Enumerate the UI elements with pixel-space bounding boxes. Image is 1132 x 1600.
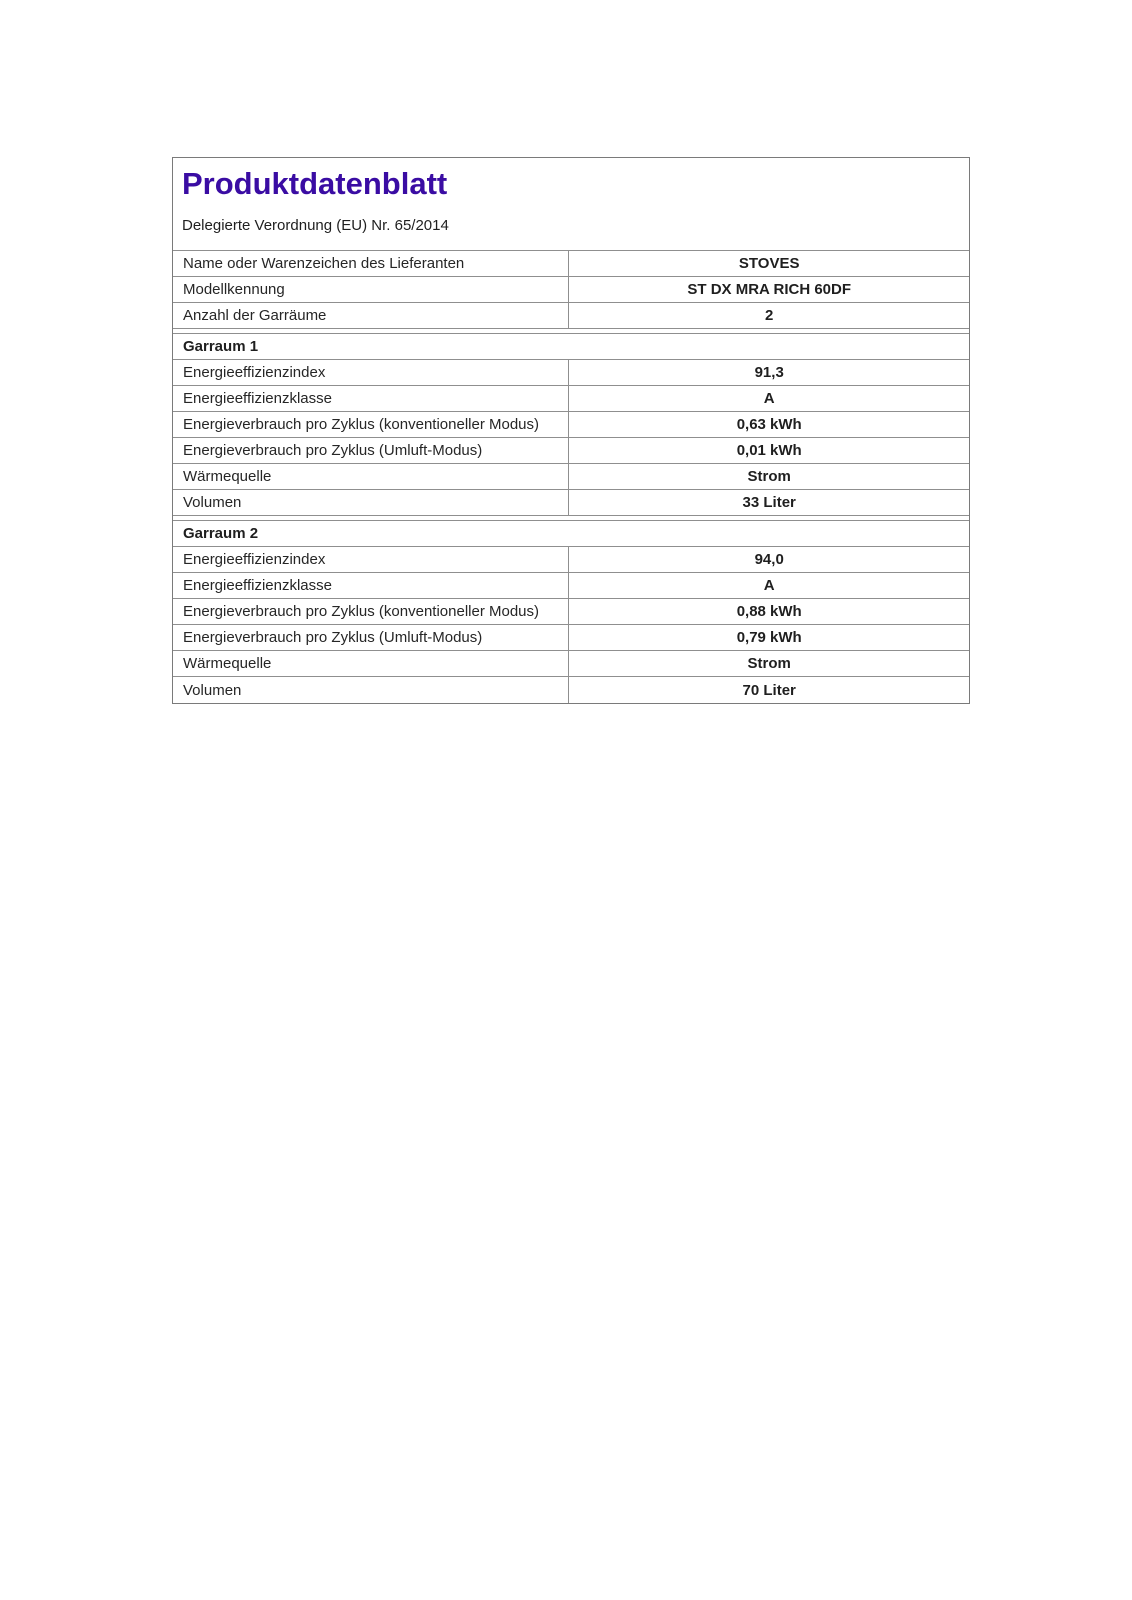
table-row (173, 360, 969, 386)
row-value: Strom (747, 655, 791, 672)
table-row (173, 303, 969, 329)
row-label: Energieverbrauch pro Zyklus (Umluft-Modus) (173, 438, 569, 463)
row-label: Energieeffizienzklasse (173, 386, 569, 411)
row-value: 33 Liter (742, 494, 796, 511)
row-value: STOVES (738, 255, 800, 272)
table-row (173, 438, 969, 464)
table-row (173, 490, 969, 516)
row-value: 70 Liter (742, 681, 796, 699)
row-label: Energieverbrauch pro Zyklus (Umluft-Modus) (173, 625, 569, 650)
row-label: Energieeffizienzindex (173, 360, 569, 385)
row-value: 0,63 kWh (736, 416, 802, 433)
garraum-sections (173, 329, 969, 703)
row-value: 0,79 kWh (736, 629, 802, 646)
row-value: 91,3 (754, 364, 784, 381)
row-label: Wärmequelle (173, 464, 569, 489)
table-row (173, 677, 969, 703)
section (173, 520, 969, 703)
table-row (173, 386, 969, 412)
row-value: 0,01 kWh (736, 442, 802, 459)
table-row (173, 251, 969, 277)
row-value: ST DX MRA RICH 60DF (687, 281, 852, 298)
row-label: Name oder Warenzeichen des Lieferanten (173, 251, 569, 276)
table-row (173, 412, 969, 438)
row-label: Energieverbrauch pro Zyklus (konventioneller Modus) (173, 599, 569, 624)
page-title: Produktdatenblatt (182, 166, 448, 201)
row-label: Modellkennung (173, 277, 569, 302)
section-heading: Garraum 2 (173, 521, 969, 547)
row-value: A (763, 577, 775, 594)
table-row (173, 547, 969, 573)
row-label: Volumen (173, 490, 569, 515)
row-label: Volumen (173, 677, 569, 703)
row-value: 2 (765, 307, 774, 324)
table-row (173, 651, 969, 677)
product-datasheet (172, 157, 970, 704)
row-label: Wärmequelle (173, 651, 569, 676)
table-row (173, 277, 969, 303)
table-row (173, 464, 969, 490)
section (173, 333, 969, 516)
section-rows (173, 547, 969, 703)
row-value: Strom (747, 468, 791, 485)
table-row (173, 573, 969, 599)
row-label: Anzahl der Garräume (173, 303, 569, 328)
sheet-header (173, 158, 969, 251)
table-row (173, 599, 969, 625)
row-label: Energieverbrauch pro Zyklus (konventioneller Modus) (173, 412, 569, 437)
section-rows (173, 360, 969, 516)
row-value: 0,88 kWh (736, 603, 802, 620)
row-value: A (763, 390, 775, 407)
supplier-info-table (173, 251, 969, 329)
row-label: Energieeffizienzklasse (173, 573, 569, 598)
row-value: 94,0 (754, 551, 784, 568)
page-subtitle: Delegierte Verordnung (EU) Nr. 65/2014 (182, 217, 449, 234)
table-row (173, 625, 969, 651)
row-label: Energieeffizienzindex (173, 547, 569, 572)
section-heading: Garraum 1 (173, 334, 969, 360)
